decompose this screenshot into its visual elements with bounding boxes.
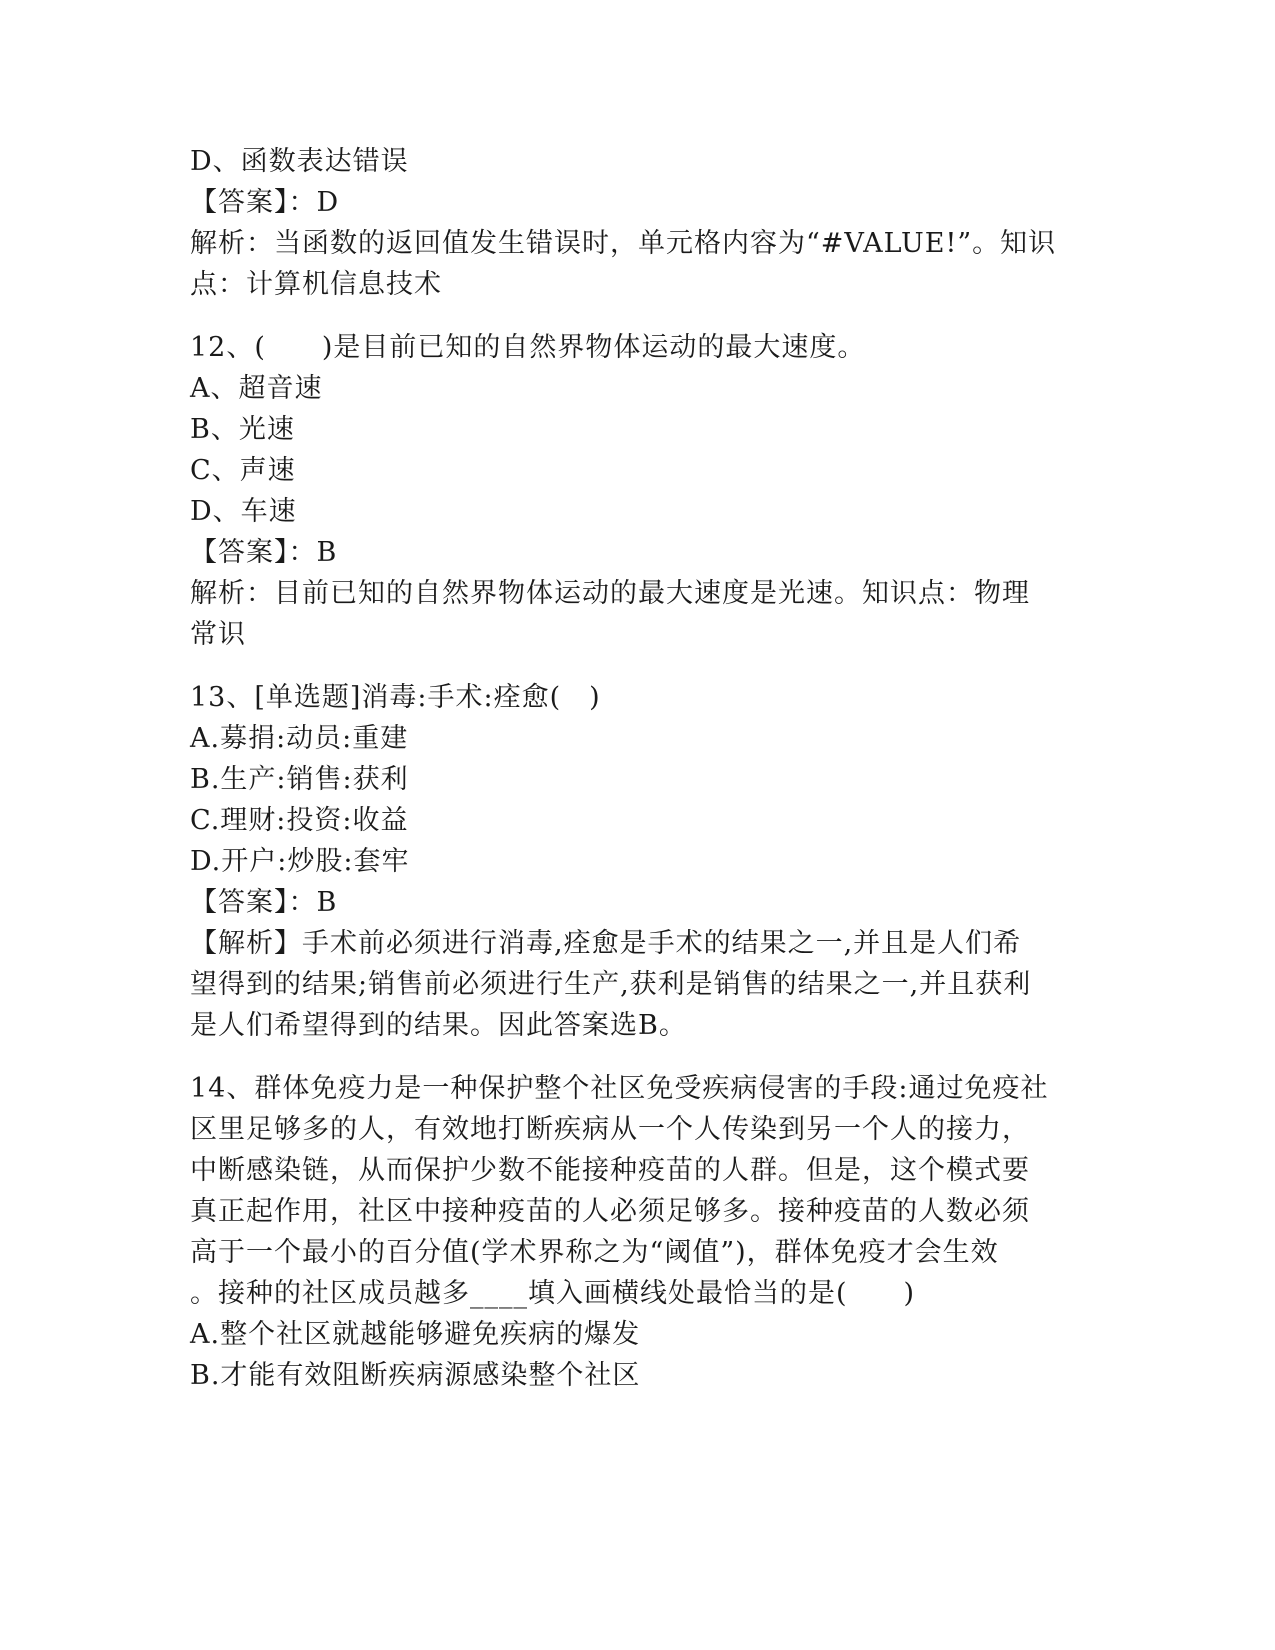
q12-explanation-line: 解析：目前已知的自然界物体运动的最大速度是光速。知识点：物理 [190, 578, 1030, 609]
q12-answer: 【答案】：B [190, 537, 338, 568]
q14-option-b: B.才能有效阻断疾病源感染整个社区 [190, 1360, 641, 1391]
q14-question-line: 高于一个最小的百分值(学术界称之为“阈值”)，群体免疫才会生效 [190, 1237, 999, 1268]
q13-question: 13、[单选题]消毒:手术:痊愈( ) [190, 682, 601, 713]
q11-explanation-line: 点：计算机信息技术 [190, 269, 442, 300]
q12-option-a: A、超音速 [190, 373, 323, 404]
q12-explanation-line: 常识 [190, 619, 246, 650]
q14-question-line: 14、群体免疫力是一种保护整个社区免受疾病侵害的手段:通过免疫社 [190, 1073, 1049, 1104]
q12-option-c: C、声速 [190, 455, 296, 486]
q13-option-b: B.生产:销售:获利 [190, 764, 409, 795]
q14-question-line: 。接种的社区成员越多____填入画横线处最恰当的是( ) [190, 1278, 916, 1309]
q14-question-line: 中断感染链，从而保护少数不能接种疫苗的人群。但是，这个模式要 [190, 1155, 1030, 1186]
q14-option-a: A.整个社区就越能够避免疾病的爆发 [190, 1319, 641, 1350]
q13-explanation-line: 是人们希望得到的结果。因此答案选B。 [190, 1010, 687, 1041]
q11-explanation-line: 解析：当函数的返回值发生错误时，单元格内容为“#VALUE!”。知识 [190, 228, 1057, 259]
q13-option-d: D.开户:炒股:套牢 [190, 846, 410, 877]
q13-explanation-line: 望得到的结果;销售前必须进行生产,获利是销售的结果之一,并且获利 [190, 969, 1032, 1000]
q13-option-c: C.理财:投资:收益 [190, 805, 409, 836]
q13-option-a: A.募捐:动员:重建 [190, 723, 409, 754]
q13-explanation-line: 【解析】手术前必须进行消毒,痊愈是手术的结果之一,并且是人们希 [190, 928, 1022, 959]
q12-option-d: D、车速 [190, 496, 297, 527]
q13-answer: 【答案】：B [190, 887, 338, 918]
q12-question: 12、( )是目前已知的自然界物体运动的最大速度。 [190, 332, 866, 363]
q11-option-d: D、函数表达错误 [190, 146, 409, 177]
q11-answer: 【答案】：D [190, 187, 340, 218]
q14-question-line: 真正起作用，社区中接种疫苗的人必须足够多。接种疫苗的人数必须 [190, 1196, 1030, 1227]
q14-question-line: 区里足够多的人，有效地打断疾病从一个人传染到另一个人的接力， [190, 1114, 1030, 1145]
q12-option-b: B、光速 [190, 414, 295, 445]
